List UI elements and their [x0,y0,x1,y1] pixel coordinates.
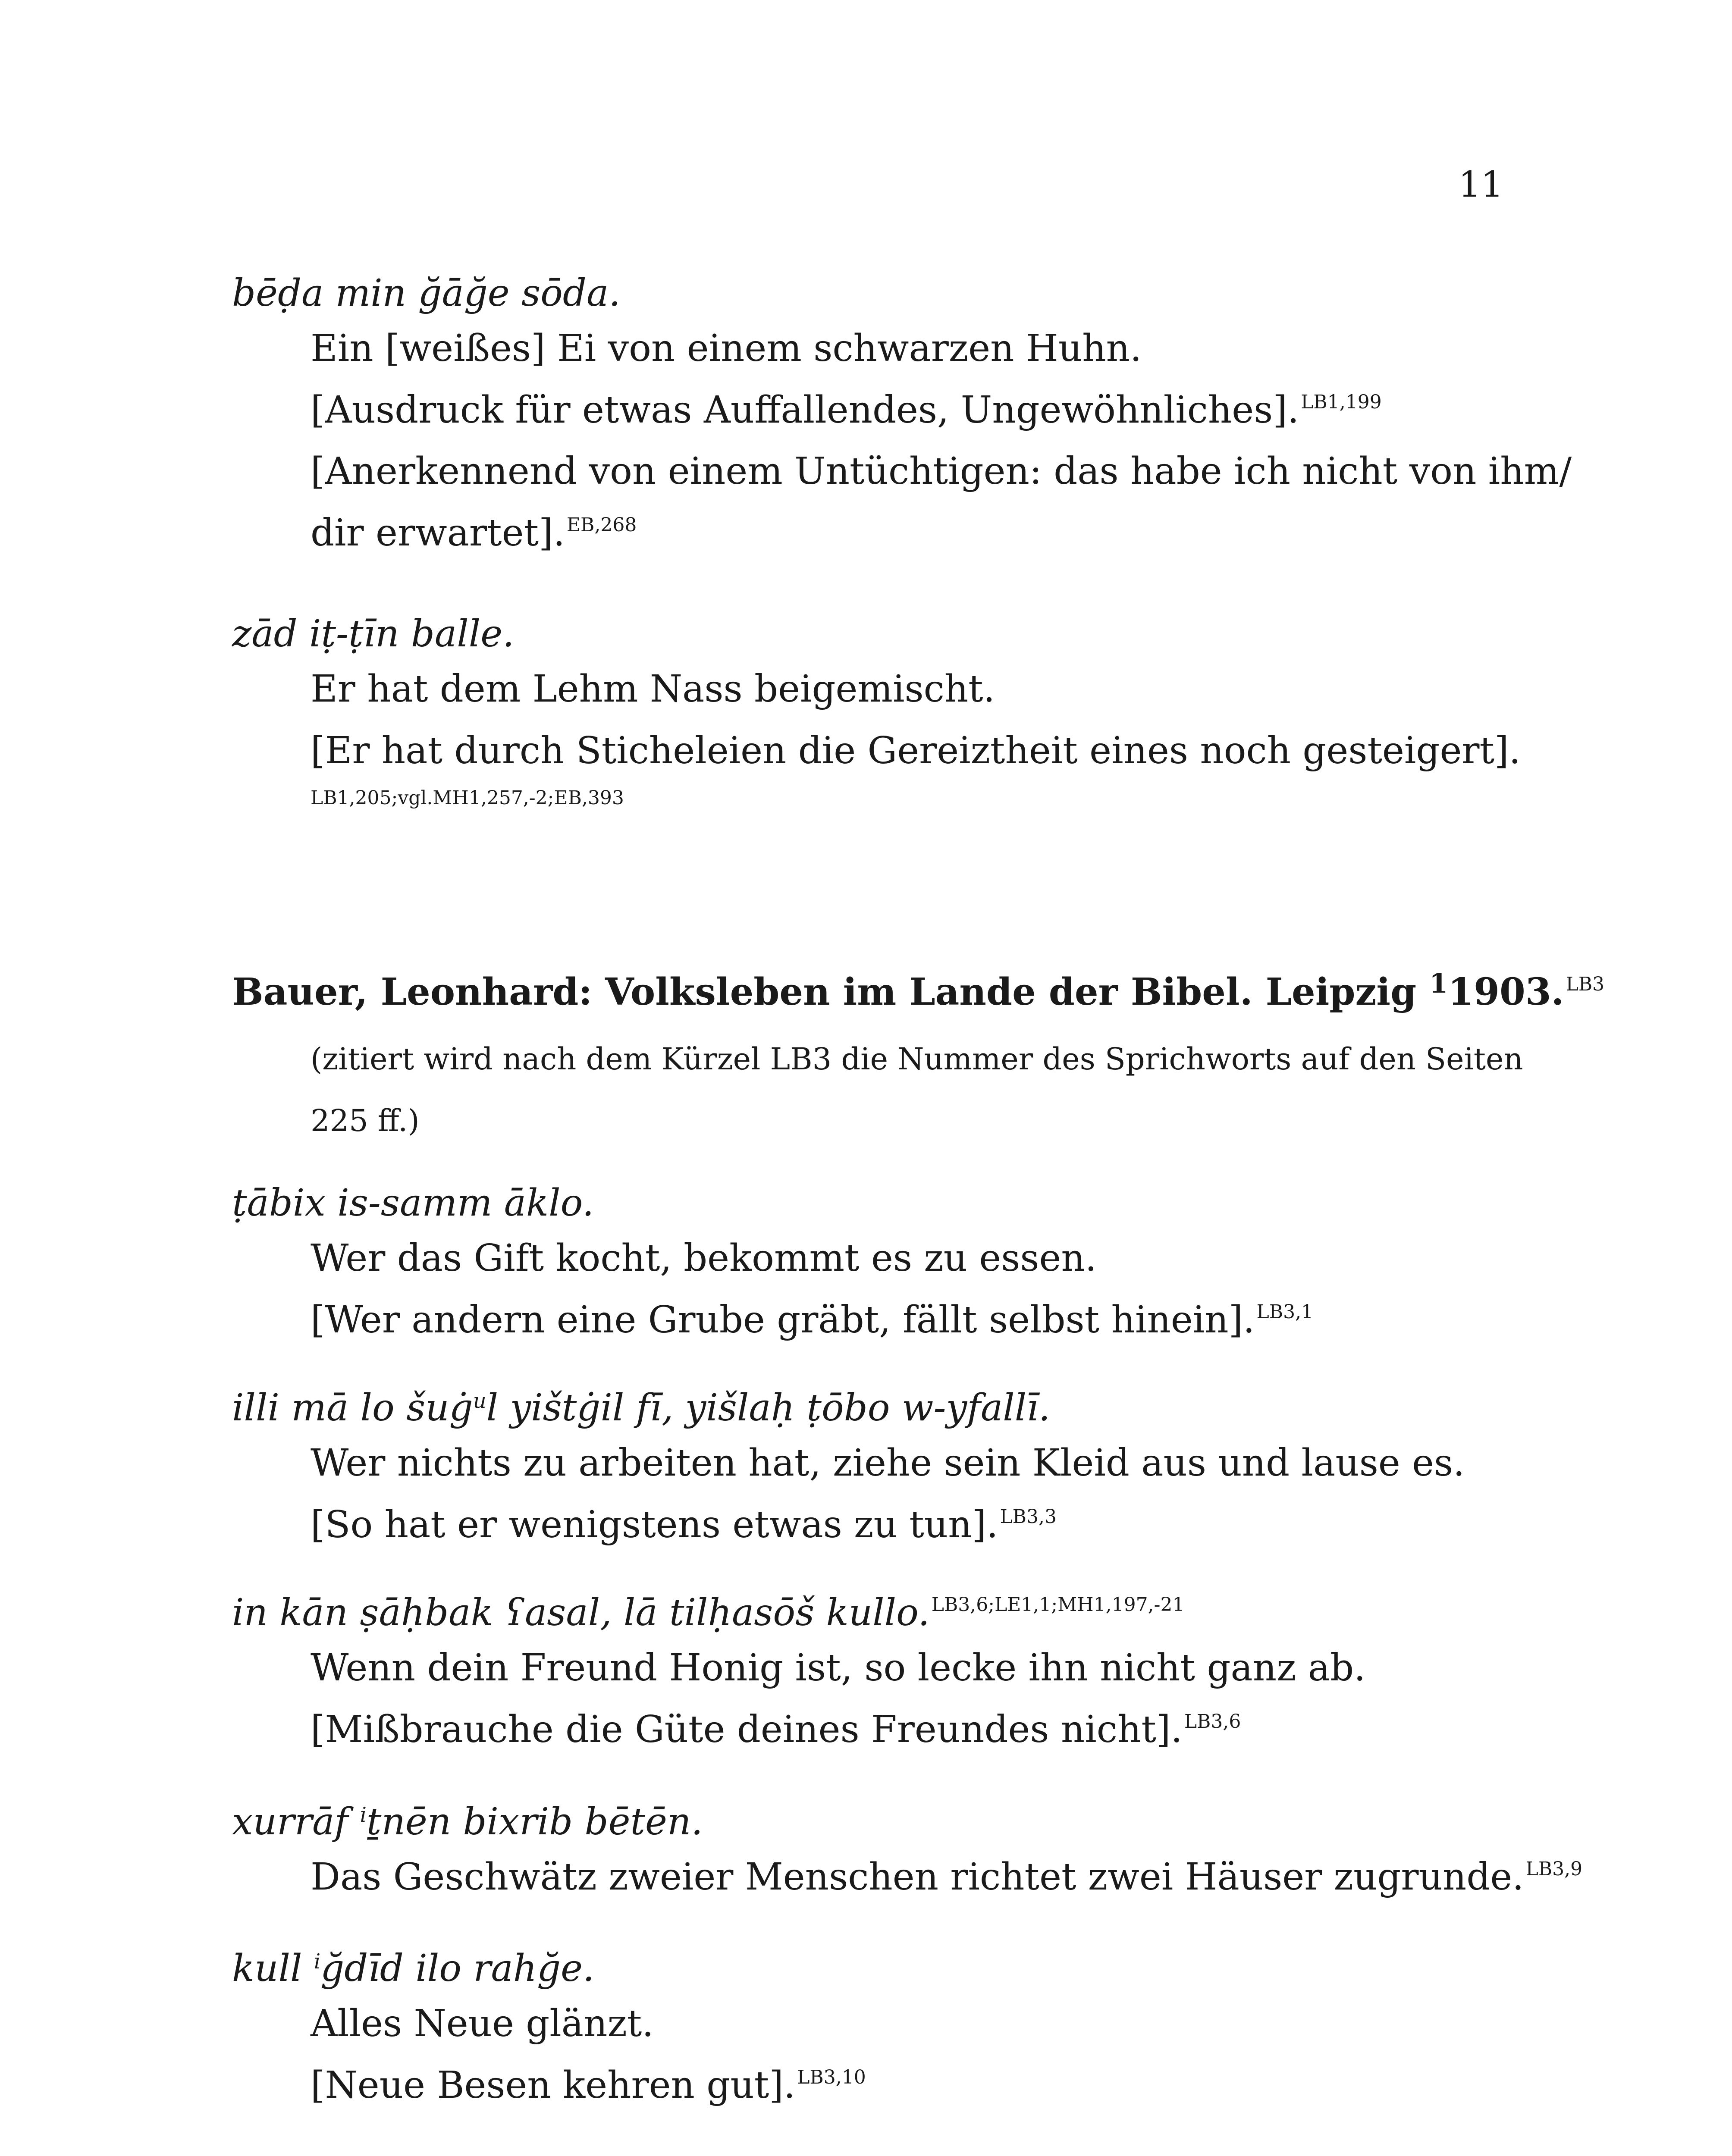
proverb-text: kull $^i$ğdīd ilo rahğe. [232,1947,595,1990]
translation-line: Wenn dein Freund Honig ist, so lecke ihn nicht ganz ab. [311,1646,1366,1689]
proverb-entry [232,1179,1542,1351]
proverb-entry [232,1798,1583,1908]
proverb-entry [232,270,1572,564]
explanation-line: [Neue Besen kehren gut].$^{LB3,10}$ [311,2063,866,2107]
proverb-entry [232,1384,1542,1555]
source-ref: LB1,199 [1301,391,1382,413]
source-ref: LB3,6;LE1,1;MH1,197,-21 [931,1594,1185,1616]
source-ref: EB,268 [566,514,637,536]
explanation-line: [Wer andern eine Grube gräbt, fällt selbst hinein].$^{LB3,1}$ [311,1298,1314,1341]
source-ref: LB3,10 [797,2066,866,2088]
explanation-line: [Anerkennend von einem Untüchtigen: das habe ich nicht von ihm/ [311,450,1572,493]
source-ref: LB3 [1566,973,1605,995]
proverb-entry [232,1589,1542,1760]
translation-line: Das Geschwätz zweier Menschen richtet zwei Häuser zugrunde.$^{LB3,9}$ [311,1855,1583,1899]
proverb-text: illi mā lo šuġ$^u$l yištġil fī, yišlaḥ ṭōbo w-yfallī. [232,1386,1051,1429]
translation-line: Ein [weißes] Ei von einem schwarzen Huhn. [311,326,1142,370]
proverb-text: xurrāf $^i$ṯnēn bixrib bētēn. [232,1800,703,1843]
proverb-text: zād iṭ-ṭīn balle. [232,612,515,655]
proverb-text: bēḍa min ğāğe sōda. [232,272,621,315]
translation-line: Wer das Gift kocht, bekommt es zu essen. [311,1236,1097,1280]
bibliography-section [232,968,1605,1152]
translation-line: Alles Neue glänzt. [311,2002,654,2045]
proverb-text: ṭābix is-samm āklo. [232,1181,594,1225]
page-number: 11 [1458,164,1503,205]
bibliography-note: (zitiert wird nach dem Kürzel LB3 die Nummer des Sprichworts auf den Seiten 225 ff.) [311,1041,1523,1139]
source-ref: LB3,6 [1184,1710,1241,1733]
edition-number: 1 [1429,968,1448,1000]
translation-line: Wer nichts zu arbeiten hat, ziehe sein Kleid aus und lause es. [311,1441,1465,1485]
proverb-entry [232,1945,1542,2116]
explanation-line: [So hat er wenigstens etwas zu tun].$^{LB3,3}$ [311,1503,1057,1546]
proverb-entry [232,610,1542,810]
bibliography-heading: Bauer, Leonhard: Volksleben im Lande der Bibel. Leipzig $^1$1903.$^{LB3}$ [232,968,1605,1014]
explanation-line: [Ausdruck für etwas Auffallendes, Ungewöhnliches].$^{LB1,199}$ [311,388,1382,432]
proverb-text: in kān ṣāḥbak ʕasal, lā tilḥasōš kullo.$^{LB3,6;LE1,1;MH1,197,-21}$ [232,1591,1185,1634]
explanation-line: [Er hat durch Sticheleien die Gereiztheit eines noch gesteigert]. [311,729,1521,772]
explanation-line: dir erwartet].$^{EB,268}$ [311,511,637,555]
translation-line: Er hat dem Lehm Nass beigemischt. [311,667,995,711]
source-ref: LB3,1 [1256,1300,1314,1323]
source-ref-line: LB1,205;vgl.MH1,257,-2;EB,393 [311,787,624,809]
explanation-line: [Mißbrauche die Güte deines Freundes nicht].$^{LB3,6}$ [311,1708,1241,1751]
source-ref: LB3,3 [1000,1505,1057,1528]
source-ref: LB3,9 [1525,1858,1583,1880]
